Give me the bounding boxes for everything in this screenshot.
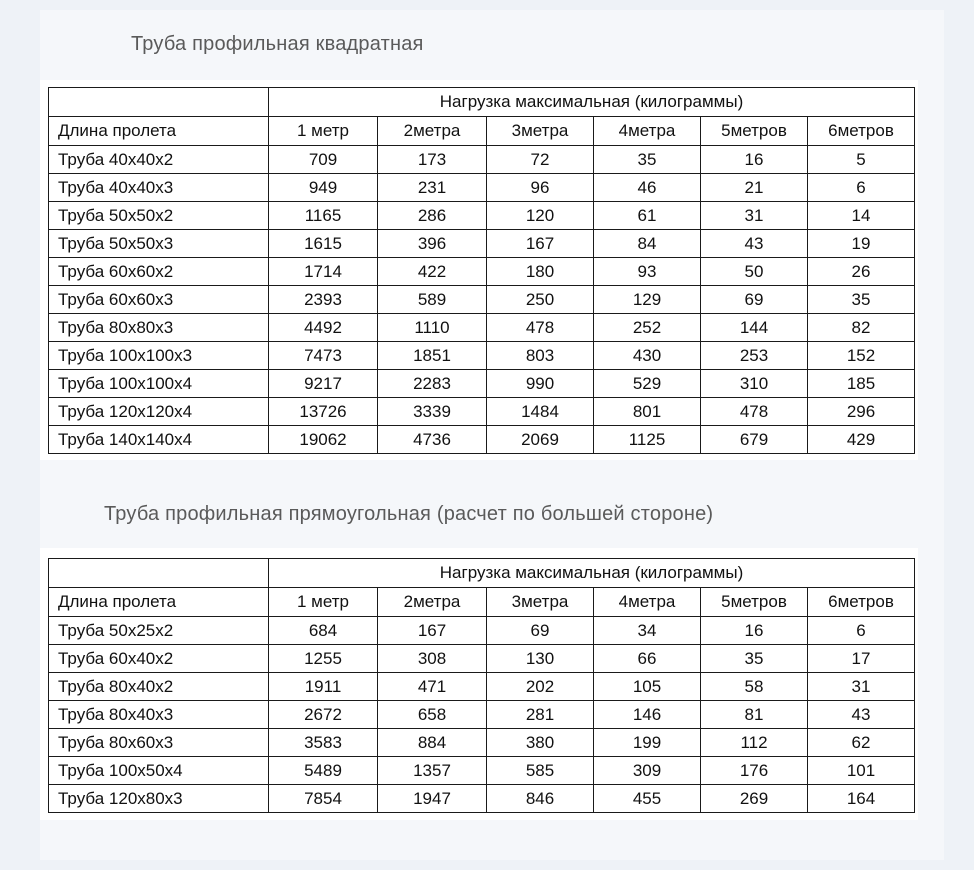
column-header: 2метра — [378, 117, 487, 146]
load-value-cell: 2069 — [487, 426, 594, 454]
load-value-cell: 422 — [378, 258, 487, 286]
load-value-cell: 26 — [808, 258, 915, 286]
load-value-cell: 252 — [594, 314, 701, 342]
load-value-cell: 61 — [594, 202, 701, 230]
load-value-cell: 167 — [487, 230, 594, 258]
load-value-cell: 16 — [701, 146, 808, 174]
load-value-cell: 62 — [808, 729, 915, 757]
square-pipe-load-table — [48, 87, 915, 454]
table-row — [49, 617, 915, 645]
load-value-cell: 82 — [808, 314, 915, 342]
load-value-cell: 101 — [808, 757, 915, 785]
group-header-row — [49, 88, 915, 117]
load-value-cell: 31 — [808, 673, 915, 701]
table-row — [49, 701, 915, 729]
load-value-cell: 164 — [808, 785, 915, 813]
load-value-cell: 990 — [487, 370, 594, 398]
table-row — [49, 785, 915, 813]
load-value-cell: 529 — [594, 370, 701, 398]
load-value-cell: 269 — [701, 785, 808, 813]
load-value-cell: 112 — [701, 729, 808, 757]
load-value-cell: 803 — [487, 342, 594, 370]
load-value-cell: 6 — [808, 174, 915, 202]
pipe-size-cell: Труба 120х120х4 — [49, 398, 269, 426]
load-value-cell: 35 — [701, 645, 808, 673]
load-value-cell: 1615 — [269, 230, 378, 258]
load-value-cell: 4492 — [269, 314, 378, 342]
load-value-cell: 34 — [594, 617, 701, 645]
column-header: Длина пролета — [49, 588, 269, 617]
load-value-cell: 43 — [808, 701, 915, 729]
table-row — [49, 757, 915, 785]
load-value-cell: 93 — [594, 258, 701, 286]
column-header-row — [49, 117, 915, 146]
rectangular-pipe-title: Труба профильная прямоугольная (расчет по большей стороне) — [104, 503, 714, 525]
pipe-size-cell: Труба 40х40х3 — [49, 174, 269, 202]
load-value-cell: 281 — [487, 701, 594, 729]
load-value-cell: 1357 — [378, 757, 487, 785]
load-value-cell: 35 — [594, 146, 701, 174]
load-value-cell: 13726 — [269, 398, 378, 426]
load-value-cell: 309 — [594, 757, 701, 785]
load-value-cell: 9217 — [269, 370, 378, 398]
load-value-cell: 801 — [594, 398, 701, 426]
column-header: 6метров — [808, 117, 915, 146]
load-value-cell: 884 — [378, 729, 487, 757]
load-value-cell: 5 — [808, 146, 915, 174]
load-value-cell: 2283 — [378, 370, 487, 398]
table-row — [49, 286, 915, 314]
column-header: 2метра — [378, 588, 487, 617]
load-value-cell: 4736 — [378, 426, 487, 454]
table-row — [49, 314, 915, 342]
pipe-size-cell: Труба 100х100х4 — [49, 370, 269, 398]
column-header: 5метров — [701, 588, 808, 617]
load-value-cell: 7473 — [269, 342, 378, 370]
pipe-size-cell: Труба 80х60х3 — [49, 729, 269, 757]
load-value-cell: 658 — [378, 701, 487, 729]
pipe-size-cell: Труба 100х100х3 — [49, 342, 269, 370]
table-row — [49, 729, 915, 757]
load-value-cell: 3583 — [269, 729, 378, 757]
load-value-cell: 120 — [487, 202, 594, 230]
table-row — [49, 370, 915, 398]
empty-corner-cell — [49, 88, 269, 117]
table-row — [49, 230, 915, 258]
load-value-cell: 152 — [808, 342, 915, 370]
load-value-cell: 1484 — [487, 398, 594, 426]
pipe-size-cell: Труба 80х40х3 — [49, 701, 269, 729]
load-value-cell: 69 — [487, 617, 594, 645]
load-value-cell: 430 — [594, 342, 701, 370]
load-value-cell: 7854 — [269, 785, 378, 813]
load-value-cell: 2393 — [269, 286, 378, 314]
load-value-cell: 58 — [701, 673, 808, 701]
load-value-cell: 679 — [701, 426, 808, 454]
table-row — [49, 146, 915, 174]
load-value-cell: 14 — [808, 202, 915, 230]
load-value-cell: 180 — [487, 258, 594, 286]
pipe-size-cell: Труба 50х25х2 — [49, 617, 269, 645]
load-value-cell: 50 — [701, 258, 808, 286]
column-header: 1 метр — [269, 117, 378, 146]
load-value-cell: 173 — [378, 146, 487, 174]
load-value-cell: 35 — [808, 286, 915, 314]
load-value-cell: 2672 — [269, 701, 378, 729]
load-value-cell: 380 — [487, 729, 594, 757]
column-header: 4метра — [594, 117, 701, 146]
load-value-cell: 21 — [701, 174, 808, 202]
pipe-size-cell: Труба 140х140х4 — [49, 426, 269, 454]
load-value-cell: 478 — [701, 398, 808, 426]
load-value-cell: 202 — [487, 673, 594, 701]
load-value-cell: 17 — [808, 645, 915, 673]
load-value-cell: 286 — [378, 202, 487, 230]
load-value-cell: 19 — [808, 230, 915, 258]
load-value-cell: 310 — [701, 370, 808, 398]
table-row — [49, 645, 915, 673]
load-value-cell: 308 — [378, 645, 487, 673]
load-value-cell: 396 — [378, 230, 487, 258]
load-value-cell: 1911 — [269, 673, 378, 701]
load-value-cell: 1125 — [594, 426, 701, 454]
rectangular-pipe-load-table — [48, 558, 915, 813]
load-value-cell: 471 — [378, 673, 487, 701]
load-value-cell: 105 — [594, 673, 701, 701]
load-value-cell: 144 — [701, 314, 808, 342]
load-value-cell: 478 — [487, 314, 594, 342]
pipe-size-cell: Труба 40х40х2 — [49, 146, 269, 174]
table-row — [49, 398, 915, 426]
table-row — [49, 673, 915, 701]
column-header: 1 метр — [269, 588, 378, 617]
load-value-cell: 16 — [701, 617, 808, 645]
column-header: Длина пролета — [49, 117, 269, 146]
load-value-cell: 31 — [701, 202, 808, 230]
column-header: 5метров — [701, 117, 808, 146]
square-pipe-title: Труба профильная квадратная — [131, 33, 424, 55]
load-value-cell: 455 — [594, 785, 701, 813]
column-header: 3метра — [487, 117, 594, 146]
column-header: 4метра — [594, 588, 701, 617]
load-value-cell: 589 — [378, 286, 487, 314]
pipe-size-cell: Труба 50х50х3 — [49, 230, 269, 258]
load-value-cell: 1851 — [378, 342, 487, 370]
load-value-cell: 3339 — [378, 398, 487, 426]
load-value-cell: 176 — [701, 757, 808, 785]
column-header-row — [49, 588, 915, 617]
load-value-cell: 43 — [701, 230, 808, 258]
table-row — [49, 258, 915, 286]
load-value-cell: 709 — [269, 146, 378, 174]
pipe-size-cell: Труба 60х60х2 — [49, 258, 269, 286]
load-value-cell: 846 — [487, 785, 594, 813]
load-value-cell: 69 — [701, 286, 808, 314]
load-value-cell: 1714 — [269, 258, 378, 286]
group-header-row — [49, 559, 915, 588]
load-value-cell: 5489 — [269, 757, 378, 785]
load-value-cell: 46 — [594, 174, 701, 202]
load-value-cell: 130 — [487, 645, 594, 673]
load-value-cell: 96 — [487, 174, 594, 202]
load-value-cell: 1947 — [378, 785, 487, 813]
load-value-cell: 84 — [594, 230, 701, 258]
load-value-cell: 250 — [487, 286, 594, 314]
load-value-cell: 66 — [594, 645, 701, 673]
pipe-size-cell: Труба 100х50х4 — [49, 757, 269, 785]
pipe-size-cell: Труба 120х80х3 — [49, 785, 269, 813]
pipe-size-cell: Труба 60х40х2 — [49, 645, 269, 673]
column-header: 6метров — [808, 588, 915, 617]
pipe-size-cell: Труба 50х50х2 — [49, 202, 269, 230]
table-row — [49, 342, 915, 370]
load-value-cell: 231 — [378, 174, 487, 202]
pipe-size-cell: Труба 80х80х3 — [49, 314, 269, 342]
pipe-size-cell: Труба 60х60х3 — [49, 286, 269, 314]
load-value-cell: 253 — [701, 342, 808, 370]
load-value-cell: 1110 — [378, 314, 487, 342]
load-value-cell: 167 — [378, 617, 487, 645]
load-value-cell: 1255 — [269, 645, 378, 673]
load-value-cell: 1165 — [269, 202, 378, 230]
column-header: 3метра — [487, 588, 594, 617]
load-value-cell: 199 — [594, 729, 701, 757]
table-row — [49, 202, 915, 230]
empty-corner-cell — [49, 559, 269, 588]
pipe-size-cell: Труба 80х40х2 — [49, 673, 269, 701]
group-header-cell: Нагрузка максимальная (килограммы) — [269, 88, 915, 117]
table-row — [49, 174, 915, 202]
load-value-cell: 185 — [808, 370, 915, 398]
load-value-cell: 949 — [269, 174, 378, 202]
load-value-cell: 684 — [269, 617, 378, 645]
load-value-cell: 72 — [487, 146, 594, 174]
load-value-cell: 19062 — [269, 426, 378, 454]
load-value-cell: 146 — [594, 701, 701, 729]
load-value-cell: 81 — [701, 701, 808, 729]
load-value-cell: 129 — [594, 286, 701, 314]
load-value-cell: 429 — [808, 426, 915, 454]
load-value-cell: 296 — [808, 398, 915, 426]
load-value-cell: 6 — [808, 617, 915, 645]
group-header-cell: Нагрузка максимальная (килограммы) — [269, 559, 915, 588]
load-value-cell: 585 — [487, 757, 594, 785]
table-row — [49, 426, 915, 454]
